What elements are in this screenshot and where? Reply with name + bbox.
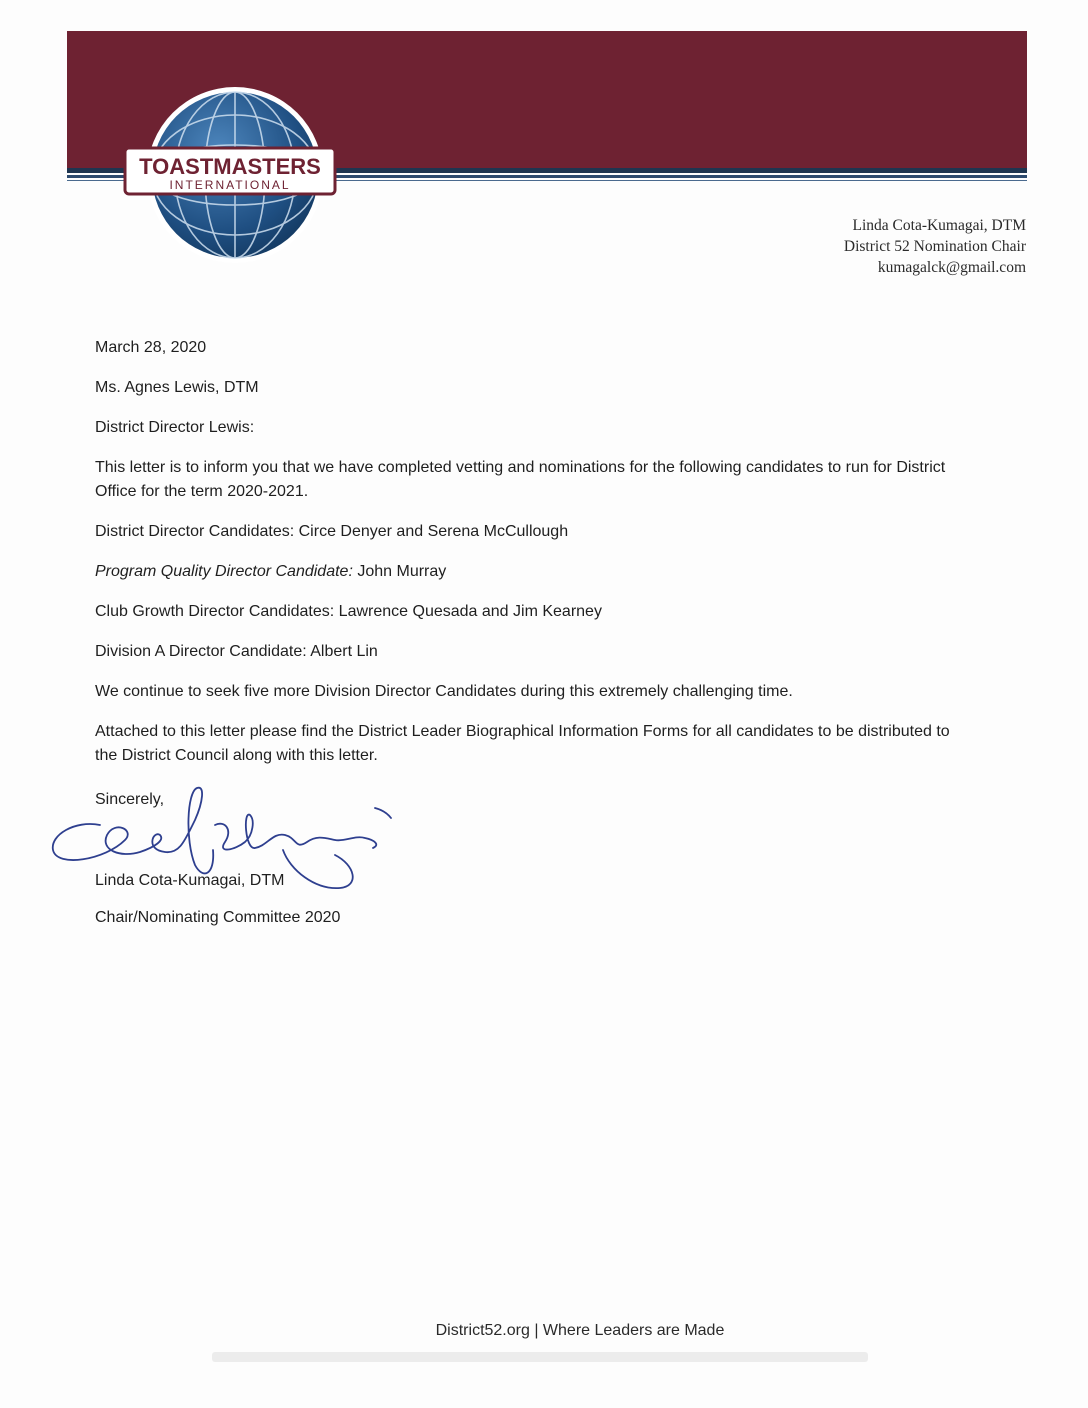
candidate-label: Club Growth Director Candidates: <box>95 603 335 620</box>
candidate-label: Program Quality Director Candidate: <box>95 563 353 580</box>
letter-salutation: District Director Lewis: <box>95 419 255 436</box>
candidate-names: Albert Lin <box>310 643 378 660</box>
letter-attached: Attached to this letter please find the District Leader Biographical Information Forms for all candidates to be distributed to the District Council along with this letter. <box>95 723 950 764</box>
footer-faded-line <box>212 1352 868 1362</box>
candidate-label: District Director Candidates: <box>95 523 295 540</box>
sender-title: District 52 Nomination Chair <box>843 238 1026 255</box>
signer-name: Linda Cota-Kumagai, DTM <box>95 872 285 889</box>
logo-wordmark: TOASTMASTERS <box>139 154 321 179</box>
candidate-line <box>95 600 995 624</box>
page-footer: District52.org | Where Leaders are Made <box>435 1322 725 1339</box>
candidate-names: Circe Denyer and Serena McCullough <box>298 523 569 540</box>
letter-date: March 28, 2020 <box>95 339 207 356</box>
toastmasters-logo <box>120 80 350 270</box>
candidate-label: Division A Director Candidate: <box>95 643 307 660</box>
candidate-line <box>95 560 995 584</box>
candidate-line <box>95 520 995 544</box>
sender-block <box>844 215 1026 278</box>
letter-recipient: Ms. Agnes Lewis, DTM <box>95 379 259 396</box>
signer-title: Chair/Nominating Committee 2020 <box>95 909 341 926</box>
candidate-names: John Murray <box>357 563 447 580</box>
letter-closing: Sincerely, <box>95 791 165 808</box>
candidate-line <box>95 640 995 664</box>
letter-continue: We continue to seek five more Division Director Candidates during this extremely challenging time. <box>95 683 793 700</box>
letter-body <box>95 336 995 784</box>
logo-subwordmark: INTERNATIONAL <box>169 178 291 192</box>
sender-email: kumagalck@gmail.com <box>877 259 1026 276</box>
sender-name: Linda Cota-Kumagai, DTM <box>852 217 1026 234</box>
candidate-names: Lawrence Quesada and Jim Kearney <box>338 603 602 620</box>
letter-intro: This letter is to inform you that we have completed vetting and nominations for the following candidates to run for District Office for the term 2020-2021. <box>95 459 946 500</box>
